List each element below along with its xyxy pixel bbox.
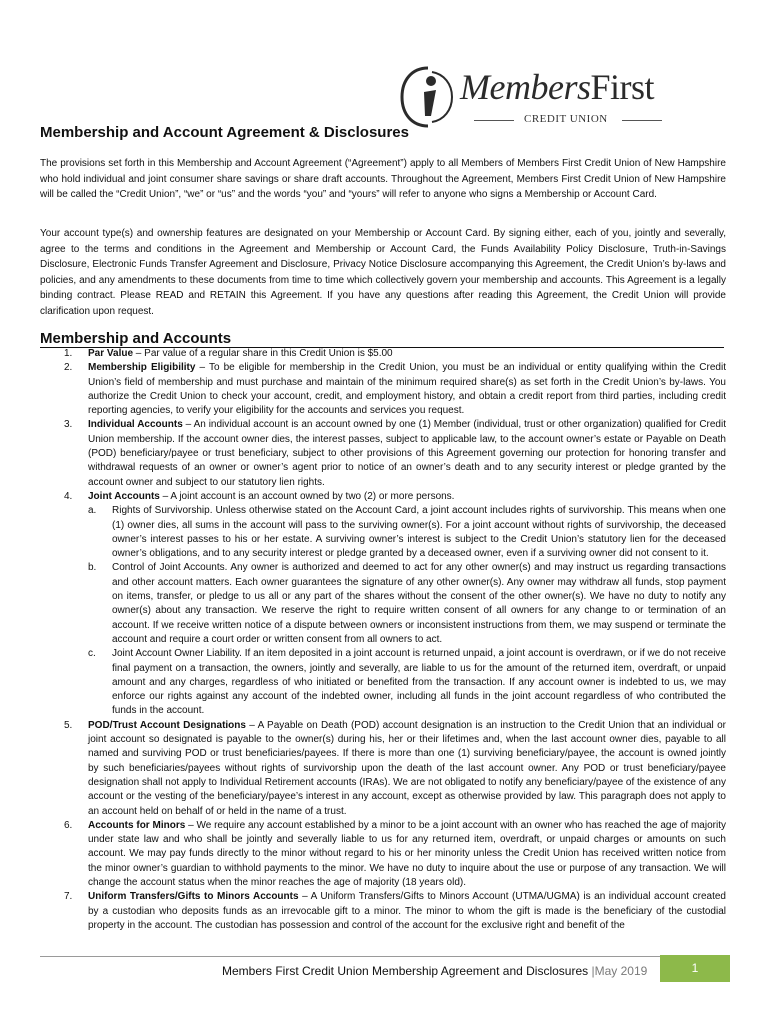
list-item: 1. Par Value – Par value of a regular share in this Credit Union is $5.00 bbox=[64, 348, 393, 359]
list-item: 7. Uniform Transfers/Gifts to Minors Accounts – A Uniform Transfers/Gifts to Minors Account (UTMA/UGMA) is an individual account created by a custodian who deposits funds as an irrevocable gift to a minor. The minor to whom the gift is made is the beneficiary of the custodial property in the account. The custodian has possession and control of the account for the exclusive right and benefit of the bbox=[64, 891, 726, 931]
sub-list-item: a. Rights of Survivorship. Unless otherwise stated on the Account Card, a joint account includes rights of survivorship. This means when one (1) owner dies, all sums in the account will pass to the surviving owner(s). For a joint account without rights of survivorship, the deceased owner’s interest passes to his or her estate. A surviving owner’s interest is subject to the Credit Union’s statutory lien for the deceased owner’s obligations, and to any security interest or pledge granted by a deceased owner, even if a surviving owner did not consent to it. bbox=[88, 505, 726, 560]
sub-list-item: b. Control of Joint Accounts. Any owner is authorized and deemed to act for any other owner(s) and may instruct us regarding transactions and other account matters. Each owner guarantees the signature of any other owner(s). Any owner may withdraw all funds, stop payment on items, transfer, or pledge to us all or any part of the shares without the consent of the other owner(s). We have no duty to notify any owner(s) about any transaction. We reserve the right to require written consent of all owners for any change to or termination of an account. If we receive written notice of a dispute between owners or inconsistent instructions from them, we may suspend or terminate the account and require a court order or written consent from all owners to act. bbox=[88, 562, 726, 645]
page-number: 1 bbox=[660, 955, 730, 982]
joint-accounts-sublist bbox=[88, 504, 726, 718]
section-heading: Membership and Accounts bbox=[40, 330, 724, 348]
logo-wordmark: MembersFirst bbox=[460, 67, 654, 107]
list-item: 4. Joint Accounts – A joint account is an account owned by two (2) or more persons. a. Rights of Survivorship. Unless otherwise stated on the Account Card, a joint account includes rights of survivorship. This means when one (1) owner dies, all sums in the account will pass to the surviving owner(s). For a joint account without rights of survivorship, the deceased owner’s interest passes to his or her estate. A surviving owner’s interest is subject to the Credit Union’s statutory lien for the deceased owner’s obligations, and to any security interest or pledge granted by a deceased owner, even if a surviving owner did not consent to it. b. Control of Joint Accounts. Any owner is authorized and deemed to act for any other owner(s) and may instruct us regarding transactions and other account matters. Each owner guarantees the signature of any other owner(s). Any owner may withdraw all funds, stop payment on items, transfer, or pledge to us all or any part of the shares without the consent of the other owner(s). We have no duty to notify any owner(s) about any transaction. We reserve the right to require written consent of all owners for any change to or termination of an account. If we receive written notice of a dispute between owners or inconsistent instructions from them, we may suspend or terminate the account and require a court order or written consent from all owners to act. c. Joint Account Owner Liability. If an item deposited in a joint account is returned unpaid, a joint account is overdrawn, or if we do not receive final payment on a transaction, the owners, jointly and severally, are liable to us for the amount of the returned item, overdraft, or unpaid amount and any charges, regardless of who initiated or benefited from the transaction. If any account owner is indebted to us, we may enforce our rights against any account of the indebted owner, including all funds in the joint account regardless of who contributed the funds in the account. bbox=[40, 490, 726, 719]
logo-mark-icon bbox=[398, 64, 458, 130]
sub-list-item: c. Joint Account Owner Liability. If an item deposited in a joint account is returned unpaid, a joint account is overdrawn, or if we do not receive final payment on a transaction, the owners, jointly and severally, are liable to us for the amount of the returned item, overdraft, or unpaid amount and any charges, regardless of who initiated or benefited from the transaction. If any account owner is indebted to us, we may enforce our rights against any account of the indebted owner, including all funds in the joint account regardless of who contributed the funds in the account. bbox=[88, 648, 726, 717]
list-item: 3. Individual Accounts – An individual account is an account owned by one (1) Member (individual, trust or other organization) qualified for Credit Union membership. If the account owner dies, the interest passes, subject to applicable law, to the account owner’s estate or Payable on Death (POD) beneficiary/payee or trust beneficiary, subject to other provisions of this Agreement governing our protection for honoring transfer and withdrawal requests of an owner or owner’s agent prior to notice of an owner’s death and to any security interest or pledge granted by the account owner and subject to our statutory lien rights. bbox=[64, 419, 726, 488]
members-first-logo bbox=[398, 64, 668, 132]
logo-subtitle: CREDIT UNION bbox=[474, 112, 662, 128]
intro-paragraph-2: Your account type(s) and ownership features are designated on your Membership or Account Card. By signing either, each of you, jointly and severally, agree to the terms and conditions in the Agreement and Membership or Account Card, the Funds Availability Policy Disclosure, Truth-in-Savings Disclosure, Electronic Funds Transfer Agreement and Disclosure, Privacy Notice Disclosure accompanying this Agreement, the Credit Union’s by-laws and policies, and any amendments to these documents from time to time which collectively govern your membership and accounts. This Agreement is a legally binding contract. Please READ and RETAIN this Agreement. If you have any questions after reading this Agreement, the Credit Union will provide clarification upon request. bbox=[40, 228, 726, 317]
footer-separator: | bbox=[591, 964, 595, 978]
footer-divider bbox=[40, 956, 726, 957]
list-item: 6. Accounts for Minors – We require any account established by a minor to be a joint account with an owner who has reached the age of majority under state law and who shall be jointly and severally liable to us for any returned item, overdraft, or unpaid charges or amounts on such account. We may pay funds directly to the minor without regard to his or her minority unless the Credit Union has received written notice from the minor owner’s guardian to withhold payments to the minor. We have no duty to inquire about the use or purpose of any transaction. We will change the account status when the minor reaches the age of majority (18 years old). bbox=[64, 819, 726, 888]
document-title: Membership and Account Agreement & Disclosures bbox=[40, 124, 409, 141]
footer-title: Members First Credit Union Membership Agreement and Disclosures bbox=[222, 964, 589, 978]
membership-list bbox=[40, 347, 726, 933]
list-item: 5. POD/Trust Account Designations – A Payable on Death (POD) account designation is an instruction to the Credit Union that an individual or joint account so designated is payable to the owner(s) during his, her or their lifetimes and, when the last account owner dies, payable to all named and surviving POD or trust beneficiaries/payees. If there is more than one (1) surviving beneficiary/payee, the account is owned jointly by such beneficiaries/payees without rights of survivorship upon the death of the last account owner. Any POD or trust beneficiary/payee designation shall not apply to Individual Retirement accounts (IRAs). We are not obligated to notify any beneficiary/payee of the existence of any account or the vesting of the beneficiary/payee’s interest in any account, except as otherwise provided by law. This paragraph does not apply to an account held on behalf of or held in the name of a trust. bbox=[64, 719, 726, 817]
intro-paragraph-1: The provisions set forth in this Membership and Account Agreement (“Agreement”) apply to all Members of Members First Credit Union of New Hampshire who hold individual and joint consumer share savings or share draft accounts. Throughout the Agreement, Members First Credit Union of New Hampshire will be called the “Credit Union”, “we” or “us” and the words “you” and “yours” will refer to anyone who signs a Membership or Account Card. bbox=[40, 158, 726, 201]
footer-date: May 2019 bbox=[594, 964, 648, 978]
list-item: 2. Membership Eligibility – To be eligible for membership in the Credit Union, you must be an individual or entity qualifying within the Credit Union’s field of membership and must purchase and maintain of the minimum required share(s) as set forth in the Credit Union’s by-laws. You authorize the Credit Union to check your account, credit, and employment history, and obtain a credit report from third parties, including credit reporting agencies, to verify your eligibility for the accounts and services you request. bbox=[64, 362, 726, 417]
page-footer bbox=[222, 964, 647, 978]
